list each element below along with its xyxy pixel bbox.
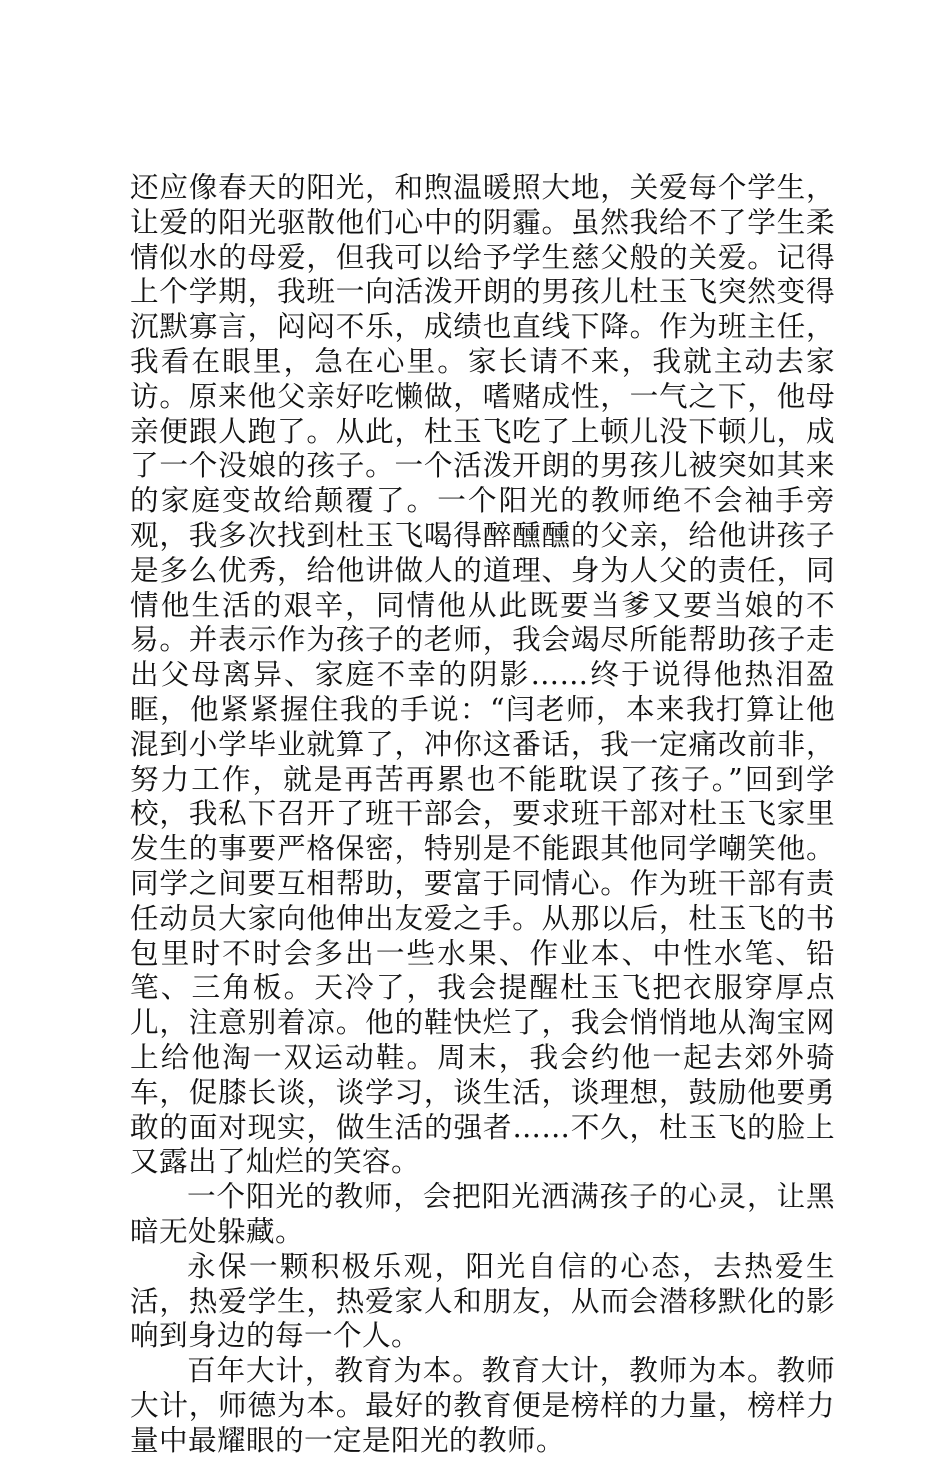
paragraph: 永保一颗积极乐观，阳光自信的心态，去热爱生活，热爱学生，热爱家人和朋友，从而会潜移默化的影响到身边的每一个人。 — [130, 1248, 835, 1353]
paragraph-continuation: 还应像春天的阳光，和煦温暖照大地，关爱每个学生，让爱的阳光驱散他们心中的阴霾。虽然我给不了学生柔情似水的母爱，但我可以给予学生慈父般的关爱。记得上个学期，我班一向活泼开朗的男孩儿杜玉飞突然变得沉默寡言，闷闷不乐，成绩也直线下降。作为班主任，我看在眼里，急在心里。家长请不来，我就主动去家访。原来他父亲好吃懒做，嗜赌成性，一气之下，他母亲便跟人跑了。从此，杜玉飞吃了上顿儿没下顿儿，成了一个没娘的孩子。一个活泼开朗的男孩儿被突如其来的家庭变故给颠覆了。一个阳光的教师绝不会袖手旁观，我多次找到杜玉飞喝得醉醺醺的父亲，给他讲孩子是多么优秀，给他讲做人的道理、身为人父的责任，同情他生活的艰辛，同情他从此既要当爹又要当娘的不易。并表示作为孩子的老师，我会竭尽所能帮助孩子走出父母离异、家庭不幸的阴影……终于说得他热泪盈眶，他紧紧握住我的手说：“闫老师，本来我打算让他混到小学毕业就算了，冲你这番话，我一定痛改前非，努力工作，就是再苦再累也不能耽误了孩子。”回到学校，我私下召开了班干部会，要求班干部对杜玉飞家里发生的事要严格保密，特别是不能跟其他同学嘲笑他。同学之间要互相帮助，要富于同情心。作为班干部有责任动员大家向他伸出友爱之手。从那以后，杜玉飞的书包里时不时会多出一些水果、作业本、中性水笔、铅笔、三角板。天冷了，我会提醒杜玉飞把衣服穿厚点儿，注意别着凉。他的鞋快烂了，我会悄悄地从淘宝网上给他淘一双运动鞋。周末，我会约他一起去郊外骑车，促膝长谈，谈学习，谈生活，谈理想，鼓励他要勇敢的面对现实，做生活的强者……不久，杜玉飞的脸上又露出了灿烂的笑容。 — [130, 170, 835, 1179]
paragraph: 一个阳光的教师，会把阳光洒满孩子的心灵，让黑暗无处躲藏。 — [130, 1179, 835, 1248]
document-body — [130, 170, 835, 1457]
paragraph: 百年大计，教育为本。教育大计，教师为本。教师大计，师德为本。最好的教育便是榜样的力量，榜样力量中最耀眼的一定是阳光的教师。 — [130, 1353, 835, 1457]
